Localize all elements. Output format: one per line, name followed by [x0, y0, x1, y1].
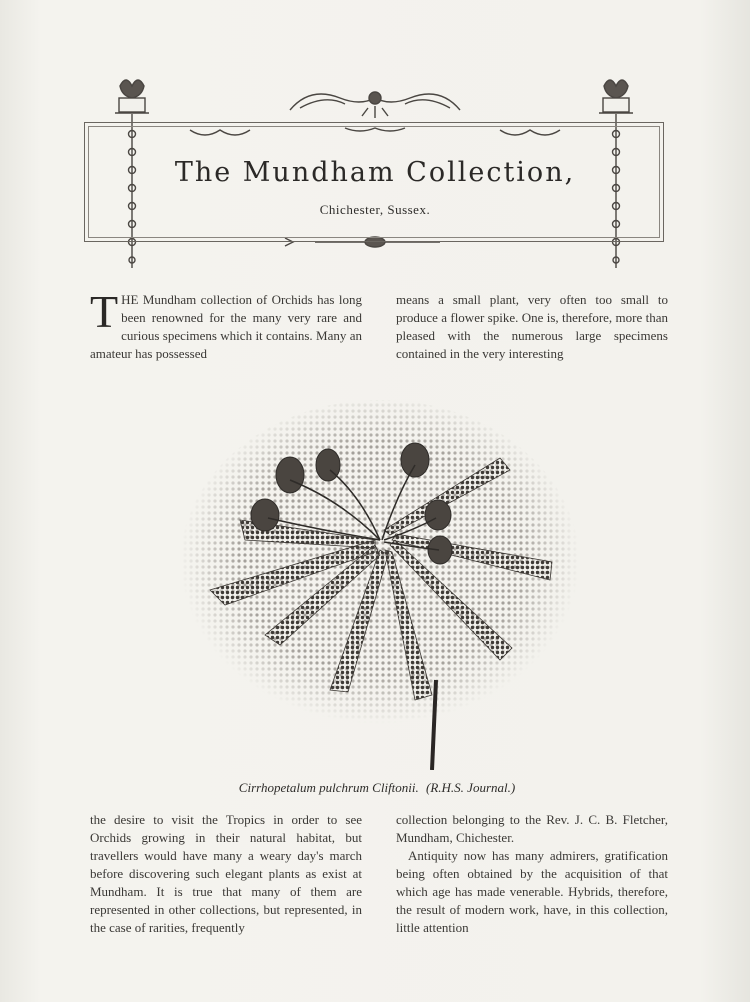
- body-right-column: [396, 811, 668, 937]
- drop-cap: T: [90, 286, 119, 337]
- body-right-text-1: collection belonging to the Rev. J. C. B. Fletcher, Mundham, Chichester.: [396, 812, 668, 845]
- left-urn-ornament: [115, 80, 149, 113]
- ribbon-ornament: [290, 92, 460, 118]
- right-urn-ornament: [599, 80, 633, 113]
- orchid-illustration: [170, 390, 590, 770]
- caption-source: (R.H.S. Journal.): [426, 780, 516, 795]
- body-left-text: the desire to visit the Tropics in order to see Orchids growing in their natural habitat, but travellers would have many a weary day's march before discovering such elegant plants as exist at Mundham. It is true that many of them are represented in other collections, but represented, in the case of rarities, frequently: [90, 812, 362, 935]
- body-right-text-2: Antiquity now has many admirers, gratification being often obtained by the acquisition of that which age has made venerable. Hybrids, therefore, the result of modern work, have, in this collection, little attention: [396, 848, 668, 935]
- intro-left-column: [90, 286, 362, 363]
- page-title: The Mundham Collection,: [174, 157, 576, 188]
- page-subtitle: Chichester, Sussex.: [319, 202, 431, 217]
- body-left-column: [90, 811, 362, 937]
- figure-caption: [0, 780, 750, 796]
- intro-left-text: HE Mundham collection of Orchids has long been renowned for the many very rare and curious specimens which it contains. Many an amateur has possessed: [90, 292, 362, 361]
- caption-species: Cirrhopetalum pulchrum Cliftonii.: [238, 780, 419, 795]
- intro-right-text: means a small plant, very often too small to produce a flower spike. One is, therefore, more than pleased with the numerous large specimens contained in the very interesting: [396, 292, 668, 361]
- intro-right-column: [396, 291, 668, 363]
